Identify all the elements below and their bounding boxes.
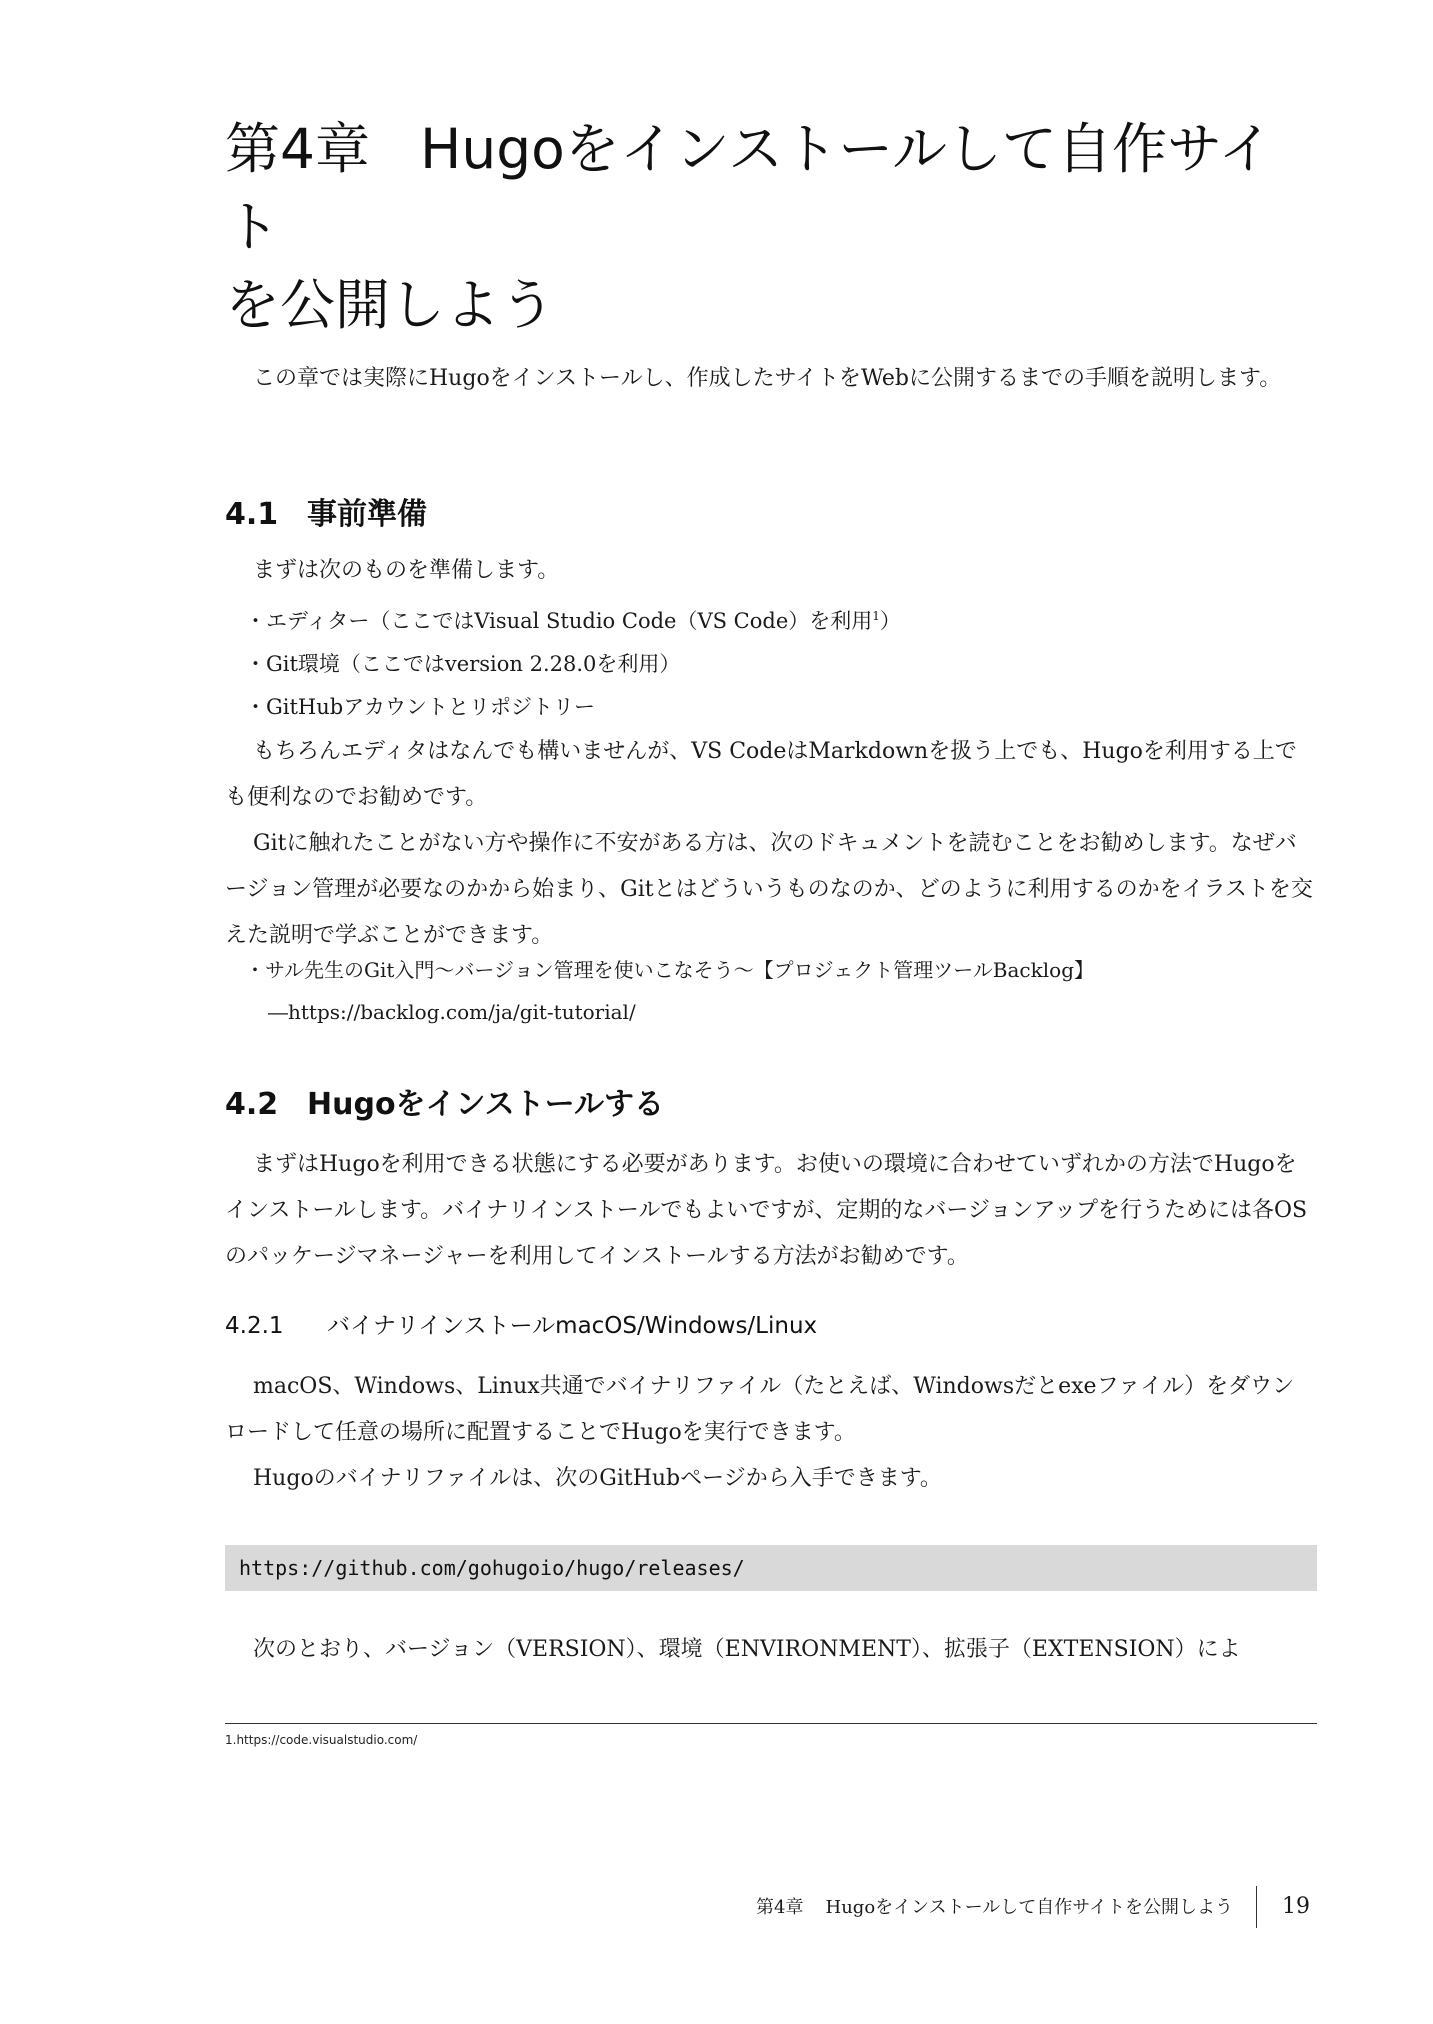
section-4-2-1-heading [225, 1310, 817, 1342]
running-footer [756, 1894, 1233, 1922]
section-4-2-1-paragraph-1: macOS、Windows、Linux共通でバイナリファイル（たとえば、Windowsだとexeファイル）をダウンロードして任意の場所に配置することでHugoを実行できます。 [225, 1374, 1295, 1445]
footer-chapter-label: 第4章 [756, 1897, 804, 1918]
list-item-editor: ・エディター（ここではVisual Studio Code（VS Code）を利用 [245, 609, 873, 633]
section-4-2-title: Hugoをインストールする [307, 1087, 665, 1122]
footnote-reference[interactable]: 1 [872, 609, 880, 623]
page-number: 19 [1282, 1894, 1310, 1919]
intro-paragraph: この章では実際にHugoをインストールし、作成したサイトをWebに公開するまでの手順を説明します。 [253, 366, 1282, 391]
section-4-2-heading [225, 1085, 664, 1125]
section-4-1-paragraph-1: もちろんエディタはなんでも構いませんが、VS CodeはMarkdownを扱う上でも、Hugoを利用する上でも便利なのでお勧めです。 [225, 739, 1297, 810]
section-4-2-1-title: バイナリインストールmacOS/Windows/Linux [327, 1313, 818, 1339]
footnote-divider [225, 1723, 1317, 1724]
footer-divider [1256, 1886, 1257, 1928]
section-4-2-1-paragraph-3: 次のとおり、バージョン（VERSION）、環境（ENVIRONMENT）、拡張子（EXTENSION）によ [253, 1637, 1241, 1662]
code-block-url[interactable]: https://github.com/gohugoio/hugo/releases/ [225, 1545, 1317, 1591]
footnote-text: 1.https://code.visualstudio.com/ [225, 1733, 418, 1747]
section-4-2-number: 4.2 [225, 1087, 279, 1122]
chapter-title [225, 110, 1325, 344]
chapter-title-line1: Hugoをインストールして自作サイト [225, 117, 1274, 259]
chapter-number: 第4章 [225, 117, 370, 181]
section-4-2-1-number: 4.2.1 [225, 1313, 284, 1339]
section-4-2-paragraph: まずはHugoを利用できる状態にする必要があります。お使いの環境に合わせていずれかの方法でHugoをインストールします。バイナリインストールでもよいですが、定期的なバージョンアップを行うためには各OSのパッケージマネージャーを利用してインストールする方法がお勧めです。 [225, 1152, 1308, 1269]
section-4-1-paragraph-2: Gitに触れたことがない方や操作に不安がある方は、次のドキュメントを読むことをお勧めします。なぜバージョン管理が必要なのかから始まり、Gitとはどういうものなのか、どのように利用するのかをイラストを交えた説明で学ぶことができます。 [225, 831, 1313, 948]
doc-url[interactable]: ―https://backlog.com/ja/git-tutorial/ [268, 1000, 636, 1024]
section-4-1-number: 4.1 [225, 497, 279, 532]
list-item-editor-close: ） [879, 609, 901, 633]
footer-chapter-title: Hugoをインストールして自作サイトを公開しよう [825, 1897, 1233, 1918]
section-4-2-1-paragraph-2: Hugoのバイナリファイルは、次のGitHubページから入手できます。 [253, 1466, 942, 1491]
section-4-1-lead: まずは次のものを準備します。 [253, 558, 560, 583]
chapter-title-line2: を公開しよう [225, 273, 556, 337]
section-4-1-title: 事前準備 [307, 497, 427, 532]
section-4-1-heading [225, 495, 427, 535]
list-item [245, 601, 1315, 641]
list-item-github: ・GitHubアカウントとリポジトリー [245, 695, 596, 719]
doc-list-item: ・サル先生のGit入門〜バージョン管理を使いこなそう〜【プロジェクト管理ツールBacklog】 [245, 958, 1094, 982]
list-item-git: ・Git環境（ここではversion 2.28.0を利用） [245, 652, 681, 676]
